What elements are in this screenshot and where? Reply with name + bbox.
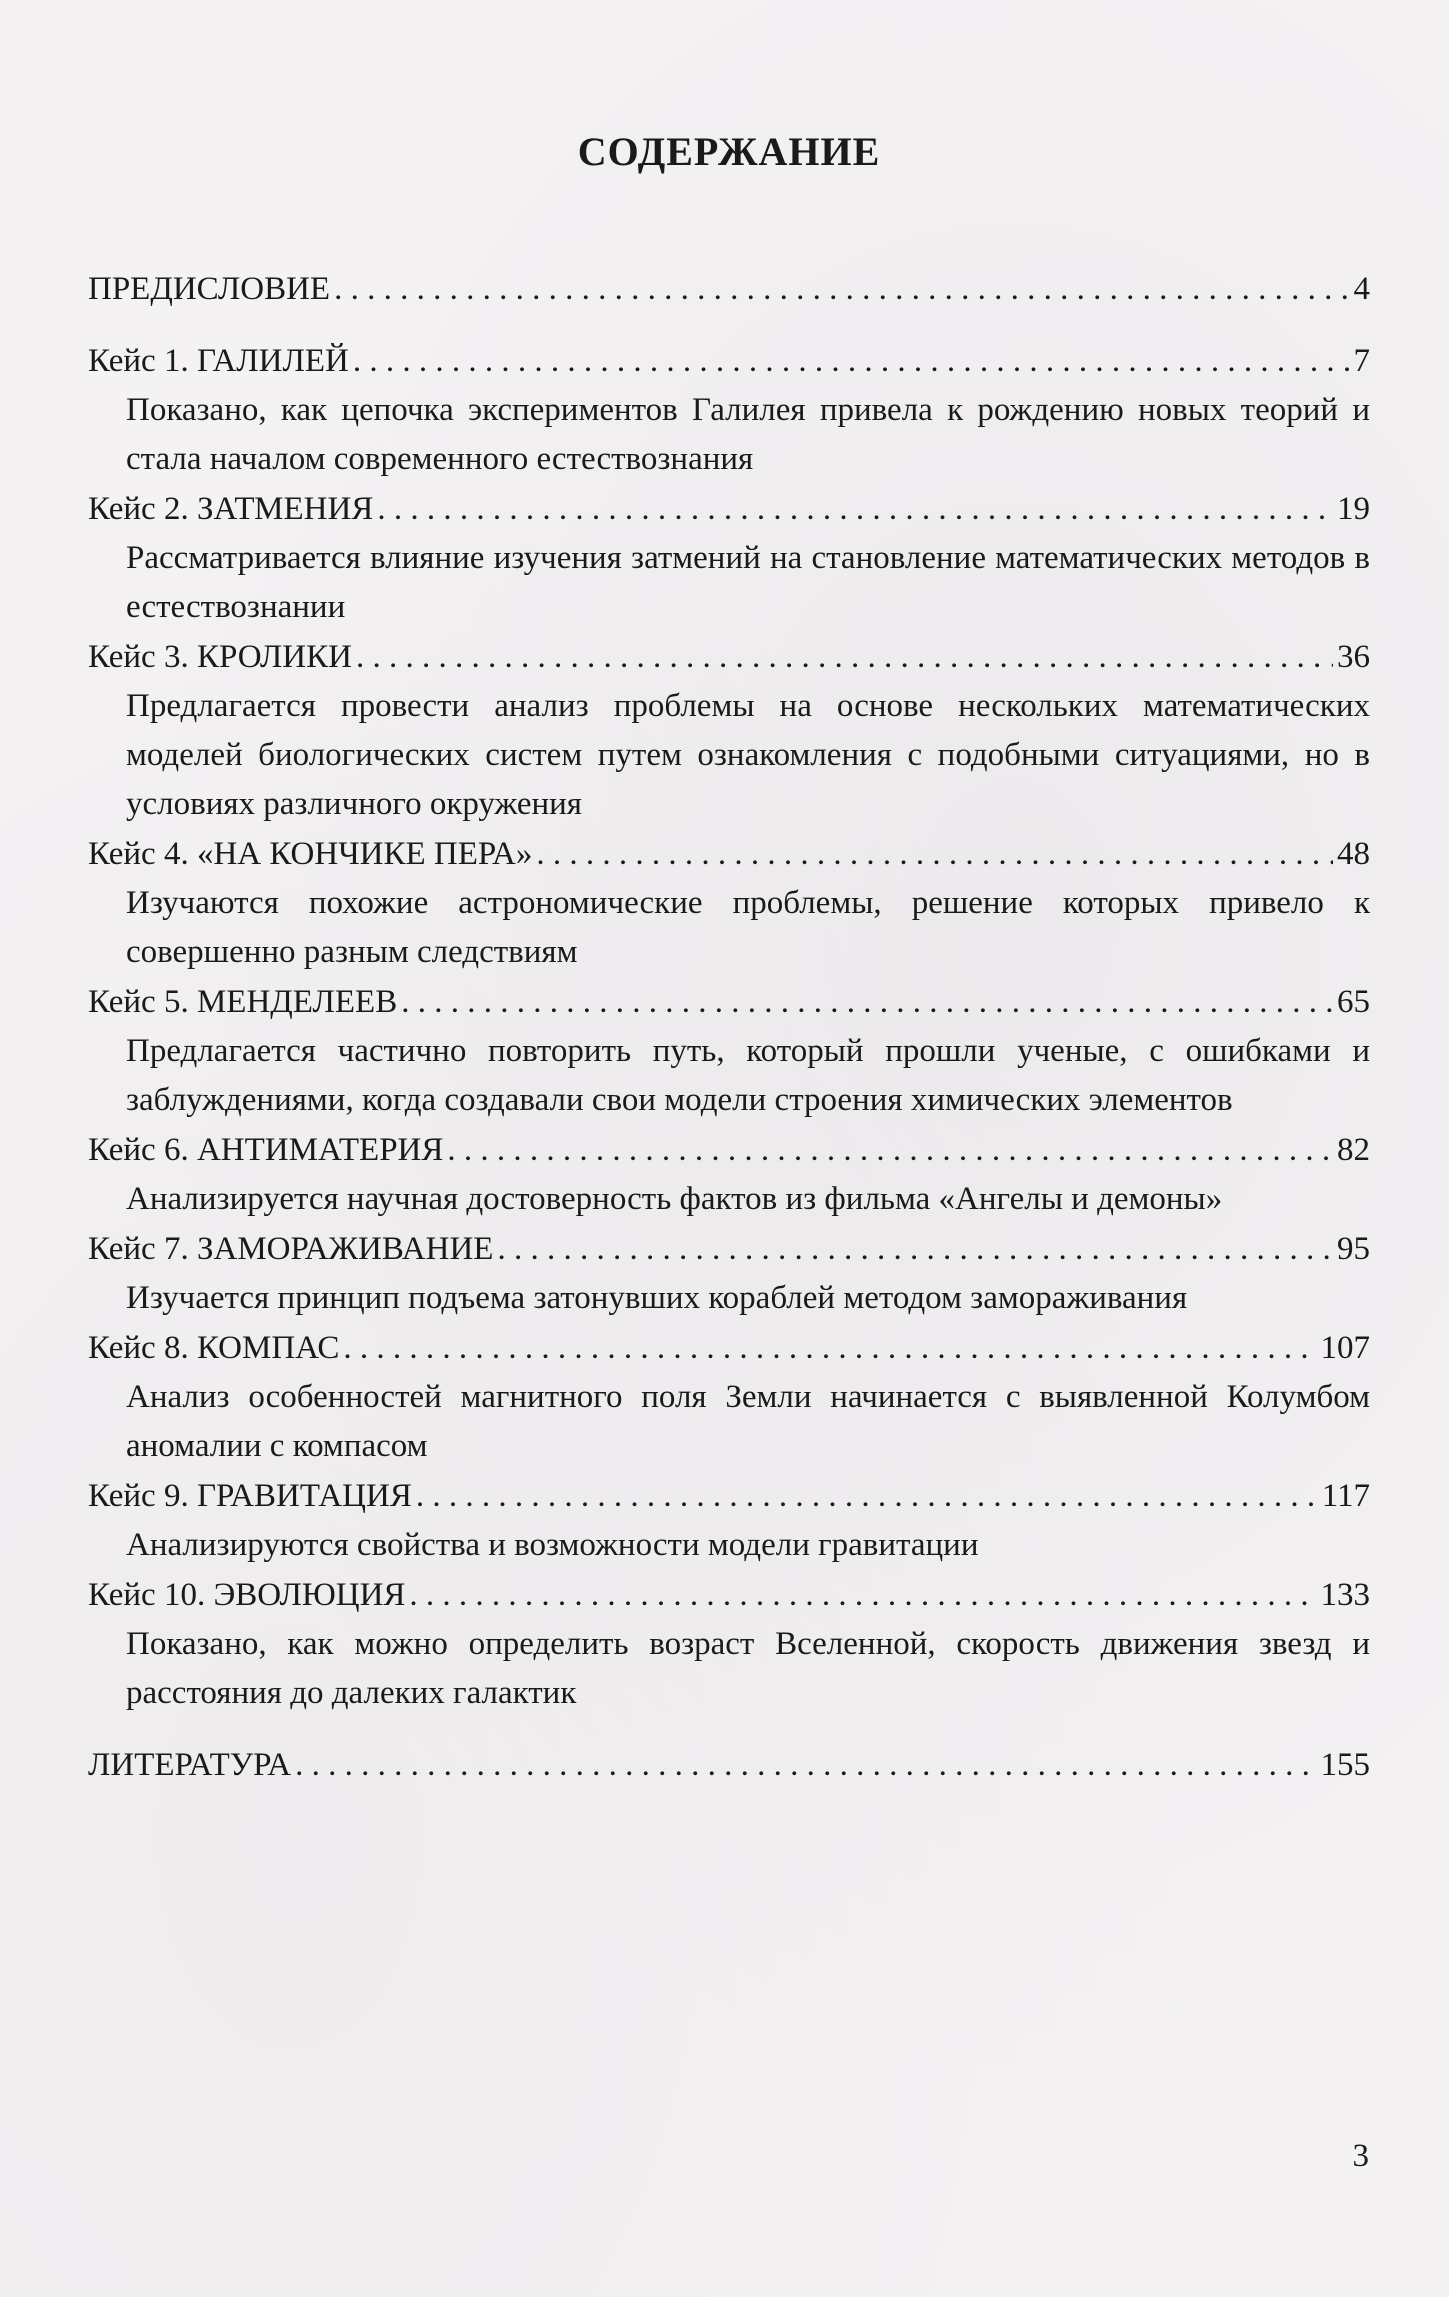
toc-page-number: 48 [1337, 836, 1370, 872]
toc-case [88, 1471, 1370, 1570]
toc-label: Кейс 5. МЕНДЕЛЕЕВ [88, 984, 398, 1020]
toc-leader-dots [356, 632, 1333, 682]
toc-leader-dots [377, 484, 1333, 534]
toc-case [88, 484, 1370, 632]
toc-page-number: 82 [1337, 1132, 1370, 1168]
toc-leader-dots [401, 977, 1333, 1027]
toc-leader-dots [536, 829, 1333, 879]
toc-description: Анализируется научная достоверность фактов из фильма «Ангелы и демоны» [126, 1181, 1223, 1217]
toc-entry-case-2 [88, 484, 1370, 534]
toc-description: Изучается принцип подъема затонувших кораблей методом замораживания [126, 1280, 1188, 1316]
toc-leader-dots [447, 1125, 1333, 1175]
toc-entry-case-6 [88, 1125, 1370, 1175]
toc-entry-preface [88, 264, 1370, 314]
toc-leader-dots [334, 264, 1349, 314]
toc-label: Кейс 8. КОМПАС [88, 1330, 340, 1366]
toc-page-number: 117 [1321, 1478, 1370, 1514]
toc-leader-dots [295, 1740, 1316, 1790]
toc-case [88, 632, 1370, 829]
toc-case [88, 829, 1370, 977]
toc-label: Кейс 7. ЗАМОРАЖИВАНИЕ [88, 1231, 494, 1267]
toc-label: Кейс 4. «НА КОНЧИКЕ ПЕРА» [88, 836, 533, 872]
toc-leader-dots [353, 336, 1350, 386]
toc-entry-case-5 [88, 977, 1370, 1027]
toc-label: Кейс 1. ГАЛИЛЕЙ [88, 343, 349, 379]
toc-case [88, 1125, 1370, 1224]
toc-page-number: 4 [1353, 271, 1370, 307]
toc-description: Предлагается частично повторить путь, который прошли ученые, с ошибками и заблуждениями, когда создавали свои модели строения химических элементов [126, 1033, 1370, 1118]
toc-entry-case-8 [88, 1323, 1370, 1373]
toc-label: Кейс 9. ГРАВИТАЦИЯ [88, 1478, 412, 1514]
toc-case-list [88, 336, 1370, 1718]
toc-page-number: 155 [1320, 1747, 1370, 1783]
toc-leader-dots [409, 1570, 1316, 1620]
toc-description: Анализ особенностей магнитного поля Земли начинается с выявленной Колумбом аномалии с компасом [126, 1379, 1370, 1464]
toc-description: Показано, как можно определить возраст Вселенной, скорость движения звезд и расстояния до далеких галактик [126, 1626, 1370, 1711]
toc-entry-case-7 [88, 1224, 1370, 1274]
toc-leader-dots [497, 1224, 1333, 1274]
toc-page-number: 95 [1337, 1231, 1370, 1267]
toc-leader-dots [343, 1323, 1316, 1373]
toc-label: Кейс 2. ЗАТМЕНИЯ [88, 491, 374, 527]
toc-page-number: 133 [1320, 1577, 1370, 1613]
toc-label: ЛИТЕРАТУРА [88, 1747, 292, 1783]
toc-entry-case-9 [88, 1471, 1370, 1521]
toc-page-number: 19 [1337, 491, 1370, 527]
toc-label: Кейс 3. КРОЛИКИ [88, 639, 352, 675]
table-of-contents [88, 128, 1370, 1790]
toc-case [88, 336, 1370, 484]
toc-entry-case-4 [88, 829, 1370, 879]
page-number: 3 [1352, 2138, 1369, 2174]
toc-description: Предлагается провести анализ проблемы на основе нескольких математических моделей биологических систем путем ознакомления с подобными ситуациями, но в условиях различного окружения [126, 688, 1370, 822]
toc-case [88, 1570, 1370, 1718]
toc-label: Кейс 10. ЭВОЛЮЦИЯ [88, 1577, 406, 1613]
toc-entry-literature [88, 1740, 1370, 1790]
toc-page-number: 65 [1337, 984, 1370, 1020]
toc-page-number: 7 [1353, 343, 1370, 379]
toc-description: Изучаются похожие астрономические проблемы, решение которых привело к совершенно разным следствиям [126, 885, 1370, 970]
toc-case [88, 1224, 1370, 1323]
toc-leader-dots [416, 1471, 1318, 1521]
toc-description: Анализируются свойства и возможности модели гравитации [126, 1527, 979, 1563]
toc-entry-case-10 [88, 1570, 1370, 1620]
toc-label: ПРЕДИСЛОВИЕ [88, 271, 331, 307]
toc-entry-case-1 [88, 336, 1370, 386]
toc-description: Рассматривается влияние изучения затмений на становление математических методов в естествознании [126, 540, 1370, 625]
toc-page-number: 36 [1337, 639, 1370, 675]
toc-case [88, 1323, 1370, 1471]
toc-description: Показано, как цепочка экспериментов Галилея привела к рождению новых теорий и стала началом современного естествознания [126, 392, 1370, 477]
toc-page-number: 107 [1320, 1330, 1370, 1366]
toc-entry-case-3 [88, 632, 1370, 682]
toc-case [88, 977, 1370, 1125]
toc-label: Кейс 6. АНТИМАТЕРИЯ [88, 1132, 444, 1168]
page-title: СОДЕРЖАНИЕ [577, 129, 881, 174]
